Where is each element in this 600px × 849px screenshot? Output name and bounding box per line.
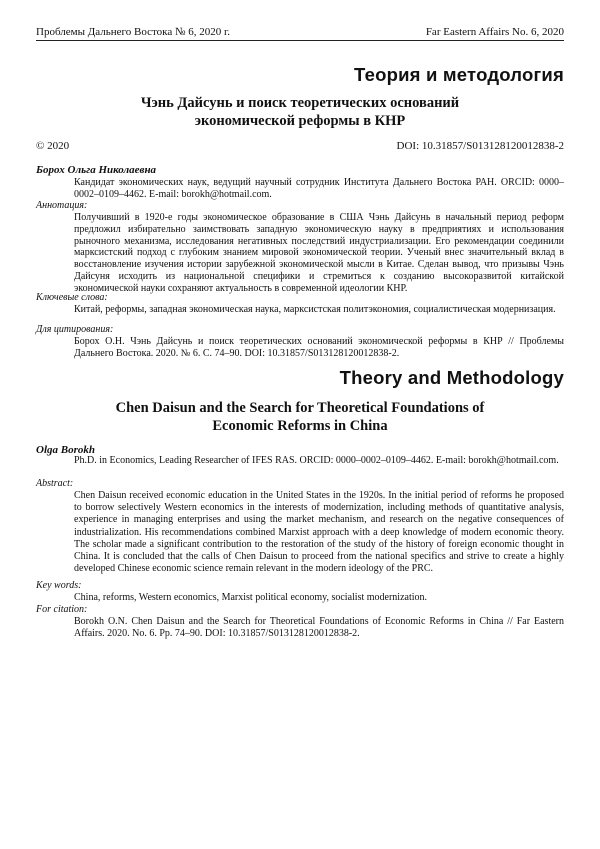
running-header-ru: Проблемы Дальнего Востока № 6, 2020 г. [36, 26, 230, 38]
header-rule [36, 40, 564, 41]
abstract-label-ru: Аннотация: [36, 200, 88, 211]
running-header-en: Far Eastern Affairs No. 6, 2020 [425, 26, 564, 38]
abstract-en: Chen Daisun received economic education in the United States in the 1920s. In the initial period of reforms he proposed to borrow selectively Western economics in the interests of modernization, including methods of quantitative analysis, experience in managing enterprises and using the market mechanism, and research on the negative consequences of industrialization. His recommendations combined Marxist approach with a deep knowledge of modern economic theory. The scholar made a significant contribution to the restoration of the study of the history of foreign economic thought in China. It is concluded that the calls of Chen Daisun to proceed from the national specifics and strive to create a highly developed Chinese economic science remain relevant in the modern ideology of the PRC. [74, 490, 564, 575]
author-name-ru: Борох Ольга Николаевна [36, 164, 157, 176]
article-title-en-line1: Chen Daisun and the Search for Theoretical Foundations of [115, 400, 485, 416]
keywords-label-en: Key words: [36, 580, 82, 591]
citation-label-ru: Для цитирования: [36, 324, 114, 335]
citation-ru: Борох О.Н. Чэнь Дайсунь и поиск теоретических оснований экономической реформы в КНР // Проблемы Дальнего Востока. 2020. № 6. С. 74–90. DOI: 10.31857/S013128120012838-2. [74, 336, 564, 359]
article-title-en-line2: Economic Reforms in China [212, 417, 388, 434]
section-title-ru: Теория и методология [354, 64, 564, 85]
citation-label-en: For citation: [36, 604, 88, 615]
author-name-en: Olga Borokh [36, 444, 95, 456]
copyright-doi-row-ru [36, 140, 564, 152]
abstract-ru: Получивший в 1920-е годы экономическое образование в США Чэнь Дайсунь в начальный период реформ предложил избирательно заимствовать западную экономическую науку в предприятиях и использования рыночного механизма, исследования негативных последствий индустриализации. Его рекомендации соединили марксистский подход с глубоким знанием мировой экономической теории. Ученый внес значительный вклад в восстановление изучения истории зарубежной экономической мысли в Китае. Сделан вывод, что призывы Чэнь Дайсуня исходить из национальной специфики и стремиться к созданию высокоразвитой китайской экономической науки сохраняют актуальность в современной идеологии КНР. [74, 212, 564, 294]
copyright: © 2020 [36, 140, 70, 152]
article-title-ru-line1: Чэнь Дайсунь и поиск теоретических оснований [140, 95, 460, 111]
author-affiliation-en: Ph.D. in Economics, Leading Researcher of IFES RAS. ORCID: 0000–0002–0109–4462. E-mail: borokh@hotmail.com. [74, 455, 559, 466]
doi: DOI: 10.31857/S013128120012838-2 [396, 140, 564, 152]
keywords-label-ru: Ключевые слова: [36, 292, 108, 303]
keywords-en: China, reforms, Western economics, Marxist political economy, socialist modernization. [74, 592, 427, 603]
abstract-label-en: Abstract: [36, 478, 74, 489]
article-title-en [50, 400, 550, 435]
keywords-ru: Китай, реформы, западная экономическая наука, марксистская политэкономия, социалистическая модернизация. [74, 304, 556, 315]
citation-en: Borokh O.N. Chen Daisun and the Search for Theoretical Foundations of Economic Reforms in China // Far Eastern Affairs. 2020. No. 6. Pp. 74–90. DOI: 10.31857/S013128120012838-2. [74, 616, 564, 640]
section-title-en: Theory and Methodology [339, 367, 564, 388]
article-title-ru [50, 95, 550, 130]
author-affiliation-ru: Кандидат экономических наук, ведущий научный сотрудник Института Дальнего Востока РАН. ORCID: 0000–0002–0109–4462. E-mail: borokh@hotmail.com. [74, 177, 564, 200]
article-title-ru-line2: экономической реформы в КНР [194, 112, 406, 129]
